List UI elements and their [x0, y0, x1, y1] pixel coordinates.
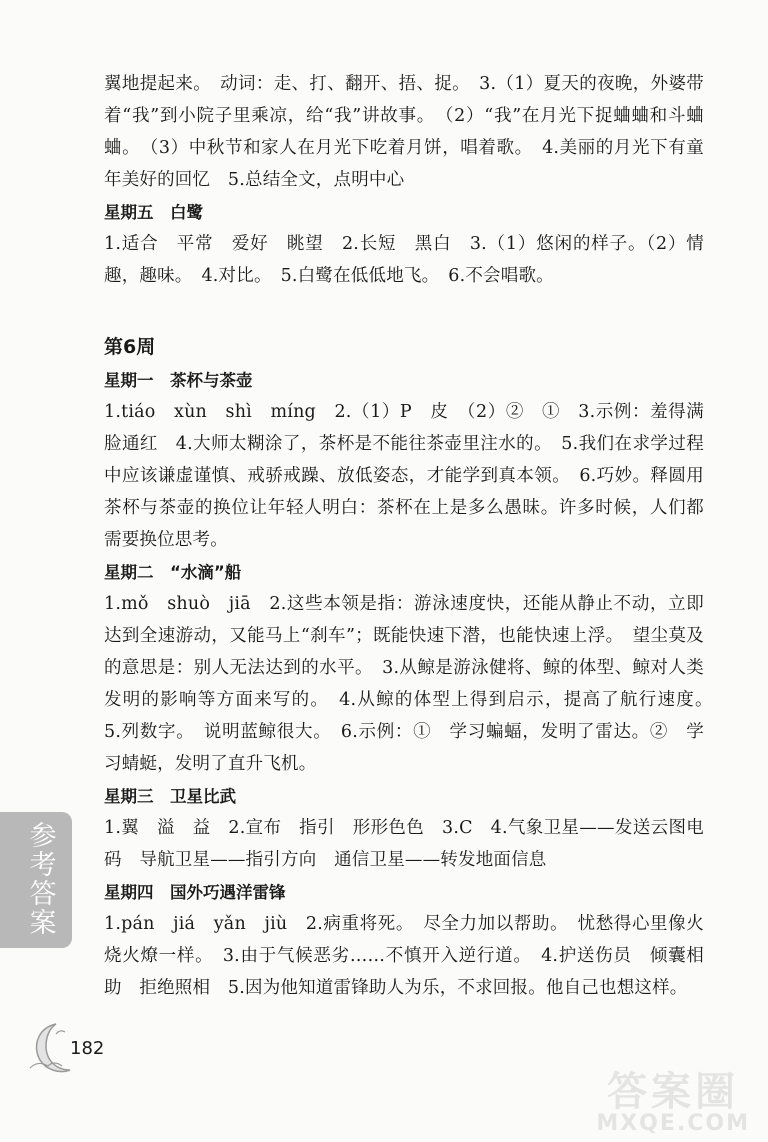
section-heading: 星期三 卫星比武: [104, 787, 236, 806]
answer-paragraph: 1.pán jiá yǎn jiù 2.病重将死。 尽全力加以帮助。 忧愁得心里像火烧火燎一样。 3.由于气候恶劣……不慎开入逆行道。 4.护送伤员 倾囊相助 拒绝照相 5.因为他知道雷锋助人为乐，不求回报。他自己也想这样。: [104, 914, 704, 998]
answer-content: [104, 68, 722, 1004]
answer-paragraph: 1.mǒ shuò jiā 2.这些本领是指：游泳速度快，还能从静止不动，立即达到全速游动，又能马上“刹车”；既能快速下潜，也能快速上浮。 望尘莫及的意思是：别人无法达到的水平。 3.从鲸是游泳健将、鲸的体型、鲸对人类发明的影响等方面来写的。 4.从鲸的体型上得到启示，提高了航行速度。 5.列数字。 说明蓝鲸很大。 6.示例：① 学习蝙蝠，发明了雷达。② 学习蜻蜓，发明了直升飞机。: [104, 594, 722, 774]
site-watermark: [596, 1060, 750, 1136]
section-heading: 星期四 国外巧遇洋雷锋: [104, 883, 286, 902]
moon-icon: [26, 1018, 74, 1078]
week-heading: 第6周: [104, 336, 156, 358]
section-heading: 星期五 白鹭: [104, 203, 203, 222]
section-heading: 星期一 茶杯与茶壶: [104, 371, 253, 390]
answer-paragraph: 1.tiáo xùn shì míng 2.（1）P 皮 （2）② ① 3.示例：羞得满脸通红 4.大师太糊涂了，茶杯是不能往茶壶里注水的。 5.我们在求学过程中应该谦虚谨慎、戒骄戒躁、放低姿态，才能学到真本领。 6.巧妙。释圆用茶杯与茶壶的换位让年轻人明白：茶杯在上是多么愚昧。许多时候，人们都需要换位思考。: [104, 402, 704, 550]
page-number: 182: [70, 1038, 105, 1059]
answer-paragraph: 1.翼 溢 益 2.宣布 指引 形形色色 3.C 4.气象卫星——发送云图电码 导航卫星——指引方向 通信卫星——转发地面信息: [104, 818, 704, 870]
section-heading: 星期二 “水滴”船: [104, 563, 242, 582]
reference-answers-tab: [0, 812, 72, 948]
watermark-logo-text: 答案圈: [607, 1069, 740, 1115]
side-tab-label: 参考答案: [29, 821, 57, 939]
watermark-url: MXQE.COM: [596, 1111, 750, 1136]
answer-paragraph: 1.适合 平常 爱好 眺望 2.长短 黑白 3.（1）悠闲的样子。（2）情趣，趣味。 4.对比。 5.白鹭在低低地飞。 6.不会唱歌。: [104, 234, 704, 286]
answer-paragraph: 翼地提起来。 动词：走、打、翻开、捂、捉。 3.（1）夏天的夜晚，外婆带着“我”到小院子里乘凉，给“我”讲故事。 （2）“我”在月光下捉蛐蛐和斗蛐蛐。 （3）中秋节和家人在月光下吃着月饼，唱着歌。 4.美丽的月光下有童年美好的回忆 5.总结全文，点明中心: [104, 74, 704, 190]
